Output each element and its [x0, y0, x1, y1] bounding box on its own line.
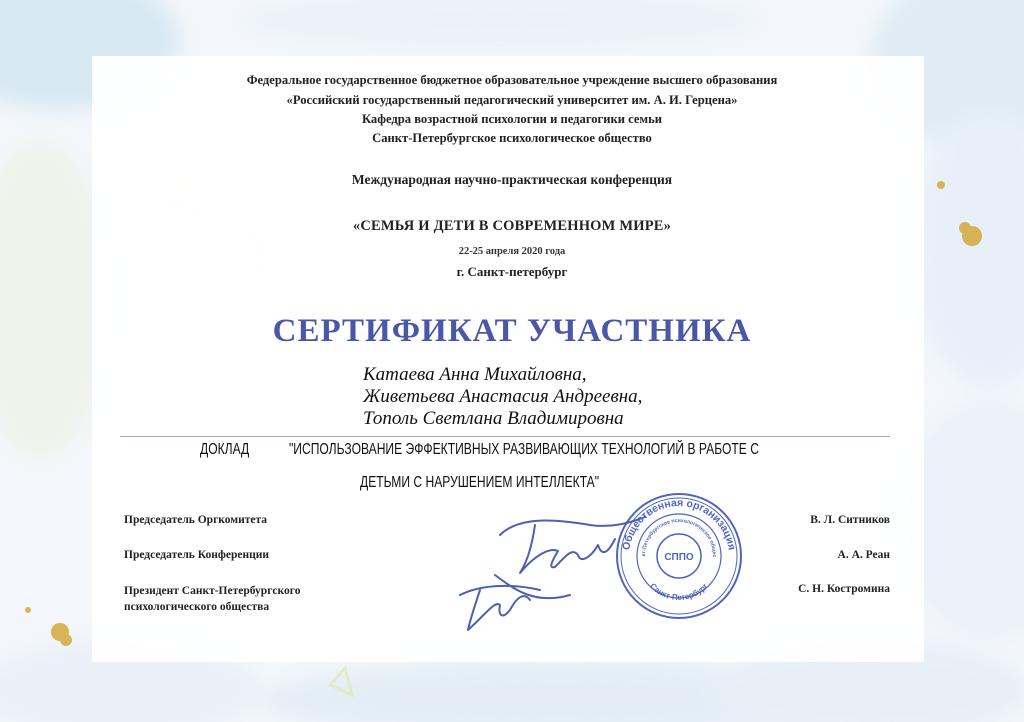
signatory-role-line: Президент Санкт-Петербургского — [124, 585, 301, 597]
conference-dates: 22-25 апреля 2020 года — [458, 246, 566, 257]
conference-theme: «СЕМЬЯ И ДЕТИ В СОВРЕМЕННОМ МИРЕ» — [352, 218, 672, 234]
header-department: Кафедра возрастной психологии и педагогики семьи — [361, 112, 663, 126]
stamp-bottom-text: Санкт-Петербург — [648, 581, 710, 603]
signatory-role-conference: Председатель Конференции — [124, 549, 269, 561]
header-society: Санкт-Петербургское психологическое общество — [372, 131, 652, 145]
certificate-title: СЕРТИФИКАТ УЧАСТНИКА — [272, 313, 752, 349]
signatory-role-line: психологического общества — [124, 601, 270, 613]
stamp-center-text: СППО — [664, 552, 694, 563]
conference-city: г. Санкт-петербург — [456, 264, 568, 279]
stamp-inner-text: кт-Петербургское психологическое общес — [640, 517, 718, 558]
header-university: «Российский государственный педагогический университет им. А. И. Герцена» — [286, 93, 738, 107]
participant-name: Катаева Анна Михайловна, — [363, 364, 587, 385]
participants-list — [363, 364, 642, 430]
stamp-outer-text: Общественная организация — [620, 496, 738, 552]
header-institution: Федеральное государственное бюджетное образовательное учреждение высшего образования — [246, 73, 778, 87]
signatory-name-kostromina: С. Н. Костромина — [798, 583, 890, 595]
signatory-role-orgcommittee: Председатель Оргкомитета — [124, 514, 268, 526]
report-title-line1: "ИСПОЛЬЗОВАНИЕ ЭФФЕКТИВНЫХ РАЗВИВАЮЩИХ ТЕХНОЛОГИЙ В РАБОТЕ С — [289, 441, 759, 458]
divider-line — [120, 436, 890, 437]
svg-text:Общественная организация — [620, 497, 737, 551]
signatory-role-president — [124, 583, 300, 615]
signatory-name-sitnikov: В. Л. Ситников — [810, 514, 890, 526]
conference-type: Международная научно-практическая конференция — [351, 172, 673, 187]
participant-name: Тополь Светлана Владимировна — [363, 408, 624, 429]
participant-name: Живетьева Анастасия Андреевна, — [363, 386, 643, 407]
report-label: ДОКЛАД — [200, 441, 250, 458]
report-title-line2: ДЕТЬМИ С НАРУШЕНИЕМ ИНТЕЛЛЕКТА" — [360, 474, 600, 491]
signatory-name-rean: А. А. Реан — [837, 549, 890, 561]
organization-stamp — [611, 490, 747, 622]
svg-text:Санкт-Петербург — [648, 581, 710, 602]
